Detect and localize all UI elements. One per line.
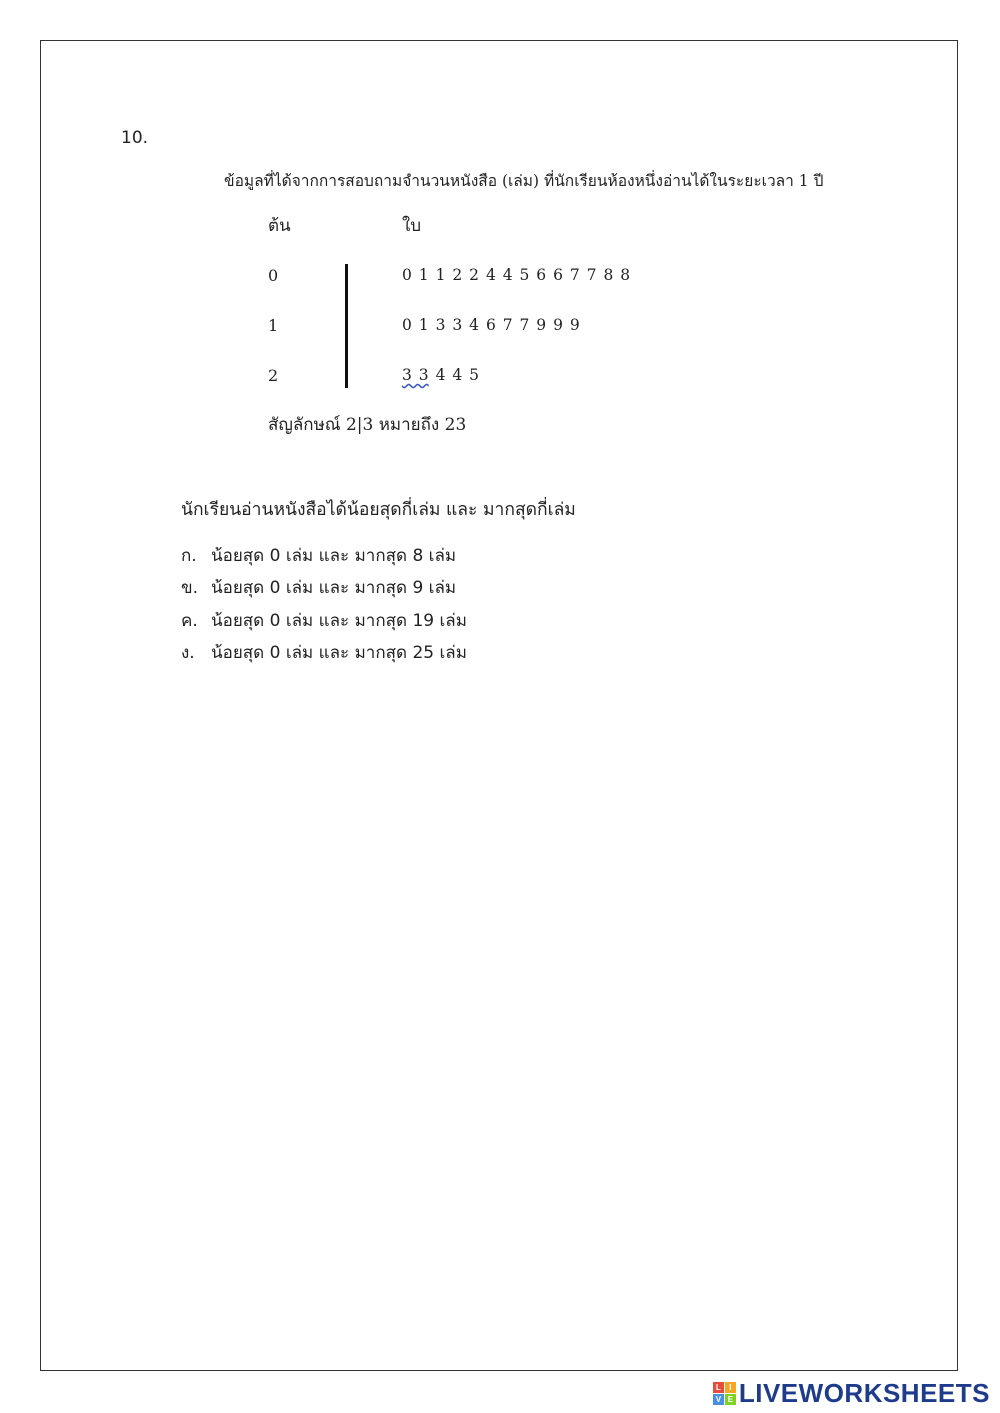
choice-text: น้อยสุด 0 เล่ม และ มากสุด 8 เล่ม <box>211 546 457 566</box>
leaf-values <box>402 366 479 384</box>
logo-tile: E <box>725 1394 736 1405</box>
stem-leaf-divider <box>345 264 348 388</box>
choice-text: น้อยสุด 0 เล่ม และ มากสุด 25 เล่ม <box>211 643 467 663</box>
answer-choice[interactable] <box>181 542 456 569</box>
remaining-leaves: 4 4 5 <box>428 366 480 384</box>
leaf-values: 0 1 1 2 2 4 4 5 6 6 7 7 8 8 <box>402 266 631 284</box>
stem-value: 0 <box>268 266 279 285</box>
underlined-leaves: 3 3 <box>402 366 429 384</box>
stem-leaf-key: สัญลักษณ์ 2|3 หมายถึง 23 <box>268 415 467 435</box>
logo-text: LIVEWORKSHEETS <box>738 1377 990 1408</box>
logo-tile: I <box>725 1382 736 1393</box>
choice-letter: ข. <box>181 578 199 598</box>
stem-value: 1 <box>268 316 279 335</box>
choice-letter: ค. <box>181 611 198 631</box>
logo-icon <box>713 1382 736 1405</box>
question-text: นักเรียนอ่านหนังสือได้น้อยสุดกี่เล่ม และ มากสุดกี่เล่ม <box>181 500 576 520</box>
answer-choice[interactable] <box>181 607 467 634</box>
leaf-header: ใบ <box>402 216 422 236</box>
stem-value: 2 <box>268 366 279 385</box>
leaf-values: 0 1 3 3 4 6 7 7 9 9 9 <box>402 316 580 334</box>
choice-text: น้อยสุด 0 เล่ม และ มากสุด 9 เล่ม <box>211 578 457 598</box>
choice-letter: ง. <box>181 643 195 663</box>
stem-header: ต้น <box>268 216 291 236</box>
worksheet-frame <box>40 40 958 1371</box>
data-description-heading: ข้อมูลที่ได้จากการสอบถามจำนวนหนังสือ (เล่ม) ที่นักเรียนห้องหนึ่งอ่านได้ในระยะเวลา 1 ปี <box>224 172 824 190</box>
answer-choice[interactable] <box>181 639 467 666</box>
liveworksheets-logo[interactable] <box>713 1377 990 1408</box>
logo-tile: L <box>713 1382 724 1393</box>
choice-letter: ก. <box>181 546 197 566</box>
logo-tile: V <box>713 1394 724 1405</box>
answer-choice[interactable] <box>181 574 456 601</box>
choice-text: น้อยสุด 0 เล่ม และ มากสุด 19 เล่ม <box>211 611 467 631</box>
question-number: 10. <box>121 128 149 148</box>
